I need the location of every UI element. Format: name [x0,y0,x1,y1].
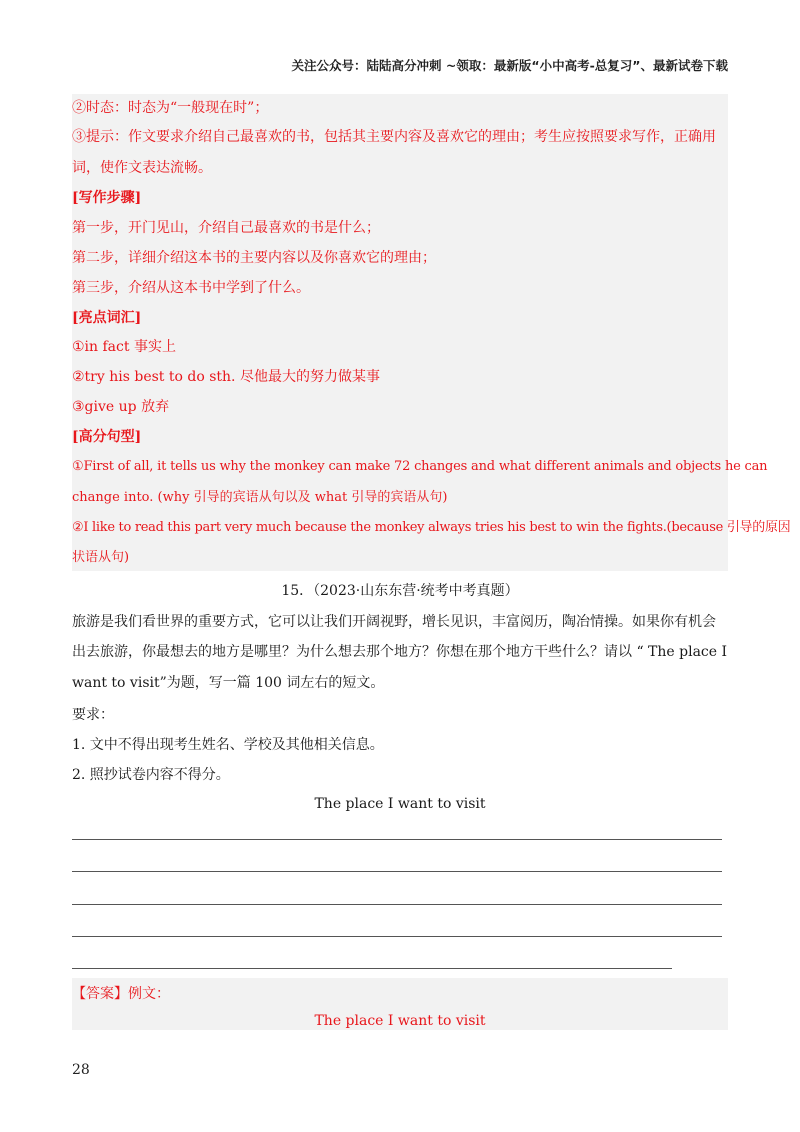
writing-line [72,968,672,969]
sentence-title: [高分句型] [72,429,142,445]
writing-line [72,871,722,872]
steps-title: [写作步骤] [72,190,142,206]
requirement-1: 1. 文中不得出现考生姓名、学校及其他相关信息。 [72,737,384,753]
step-2: 第二步，详细介绍这本书的主要内容以及你喜欢它的理由； [72,250,436,266]
hint-line-2: 词，使作文表达流畅。 [72,160,212,176]
answer-label: 【答案】例文： [72,986,170,1002]
answer-title: The place I want to visit [314,1013,486,1029]
page-header: 关注公众号：陆陆高分冲刺 ~领取：最新版“小中高考-总复习”、最新试卷下载 [291,58,728,73]
writing-line [72,936,722,937]
vocab-2: ②try his best to do sth. 尽他最大的努力做某事 [72,369,380,385]
step-3: 第三步，介绍从这本书中学到了什么。 [72,280,310,296]
writing-line [72,839,722,840]
prompt-line-1: 旅游是我们看世界的重要方式，它可以让我们开阔视野，增长见识，丰富阅历，陶冶情操。如果你有机会 [72,614,716,630]
vocab-title: [亮点词汇] [72,310,142,326]
requirement-2: 2. 照抄试卷内容不得分。 [72,767,230,783]
sentence-1-line-1: ①First of all, it tells us why the monkey can make 72 changes and what different animals and objects he can [72,459,768,474]
sentence-2-line-1: ②I like to read this part very much because the monkey always tries his best to win the fights.(because 引导的原因 [72,520,791,535]
sentence-2-line-2: 状语从句) [72,550,130,565]
step-1: 第一步，开门见山，介绍自己最喜欢的书是什么； [72,220,380,236]
vocab-3: ③give up 放弃 [72,399,170,415]
essay-title: The place I want to visit [314,796,486,812]
question-heading: 15．（2023·山东东营·统考中考真题） [281,583,519,599]
writing-line [72,904,722,905]
prompt-line-3: want to visit”为题，写一篇 100 词左右的短文。 [72,675,385,691]
sentence-1-line-2: change into. (why 引导的宾语从句以及 what 引导的宾语从句) [72,490,448,505]
tense-line: ②时态：时态为“一般现在时”； [72,100,269,116]
prompt-line-2: 出去旅游，你最想去的地方是哪里？为什么想去那个地方？你想在那个地方干些什么？请以 “ The place I [72,644,728,660]
page-number: 28 [72,1062,90,1078]
requirements-label: 要求： [72,707,114,723]
vocab-1: ①in fact 事实上 [72,339,176,355]
hint-line-1: ③提示：作文要求介绍自己最喜欢的书，包括其主要内容及喜欢它的理由；考生应按照要求写作，正确用 [72,129,716,145]
